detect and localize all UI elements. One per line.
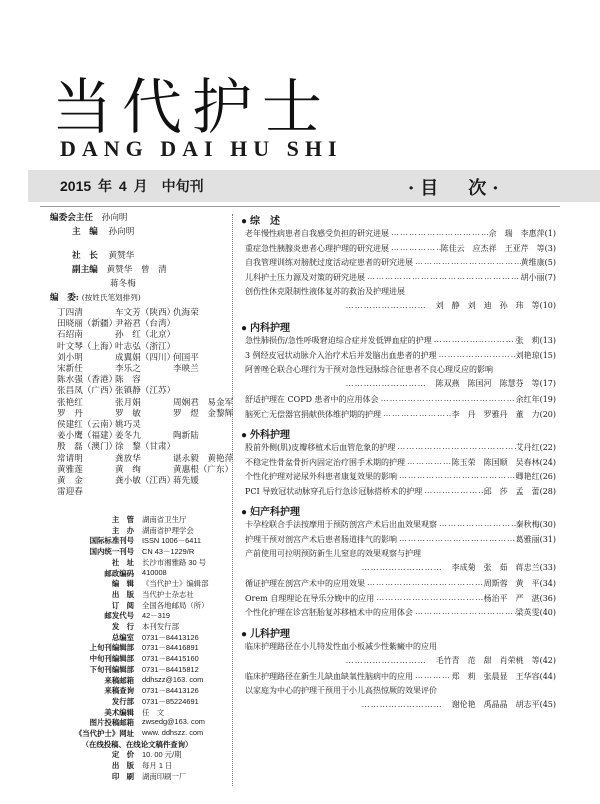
toc-article[interactable] <box>245 272 556 283</box>
dot-leader <box>389 228 489 239</box>
toc-article-authors: 刘 静 刘 迪 孙 玮 等(10) <box>435 301 556 310</box>
committee-member: 陈 容 <box>115 375 141 386</box>
toc-article[interactable] <box>245 471 556 482</box>
publication-value: 本刊发行部 <box>142 622 179 631</box>
publication-value: 湖南省卫生厅 <box>142 515 187 524</box>
publication-note: （在线投稿、在线论文稿件查询） <box>81 739 193 749</box>
dot-leader <box>413 257 521 268</box>
committee-member: 车文芳（陕西） <box>115 308 176 318</box>
toc-article-title[interactable]: 舒适护理在 COPD 患者中的应用体会 <box>245 395 379 404</box>
toc-article-authors: 陈玉荣 陈国顺 吴春林(24) <box>451 457 556 467</box>
committee-member: 姚巧灵 <box>115 420 141 430</box>
bullet-icon: ● <box>241 628 248 640</box>
dot-leader <box>381 409 452 420</box>
publication-value: 湖南印刷一厂 <box>142 771 187 781</box>
committee-header <box>50 294 141 303</box>
committee-member: 黄 金 <box>57 476 83 486</box>
committee-member: 叶文琴（上海） <box>57 341 118 352</box>
toc-article-authors: 陈佳云 应杰祥 王亚芹 等(3) <box>440 243 556 253</box>
toc-article-authors: 李成菊 张 茹 蒋忠兰(33) <box>451 563 556 572</box>
committee-note: (按姓氏笔划排列) <box>81 293 141 302</box>
toc-heading: ·目 次· <box>408 178 505 199</box>
toc-section-heading <box>241 503 300 518</box>
dot-leader <box>365 272 521 283</box>
toc-article[interactable] <box>245 257 556 268</box>
toc-article-title[interactable]: Orem 自理理论在导乐分娩中的应用 <box>245 593 375 603</box>
dot-leader <box>365 578 484 589</box>
committee-row <box>57 373 231 385</box>
toc-article-title[interactable]: 个性化护理在诊宫胚胎复苏移植术中的应用体会 <box>245 608 413 617</box>
bullet-icon: ● <box>241 507 248 518</box>
vice-editor-row-2: 蒋冬梅 <box>110 279 136 289</box>
committee-member: 尹裕君（台湾） <box>115 319 176 330</box>
toc-article-authors: 陈双燕 陈国河 陈慧芬 等(17) <box>435 379 556 388</box>
publication-value: 0731－84416891 <box>142 643 199 653</box>
dot-leader <box>389 243 441 254</box>
toc-section-heading <box>241 319 290 334</box>
committee-row <box>57 351 231 363</box>
dot-leader: ……………………… <box>345 379 436 388</box>
committee-member: 宋新任 <box>57 364 83 374</box>
committee-member: 田晓丽（新疆） <box>57 319 118 330</box>
dot-leader <box>413 671 452 682</box>
editor-name: 孙向明 <box>108 227 135 237</box>
committee-label: 编 委: <box>50 293 79 303</box>
toc-article-authors-row <box>362 699 556 710</box>
committee-row <box>57 407 234 419</box>
publication-label: 订 阅 <box>111 600 134 610</box>
toc-article-authors: 郑 莉 张晨显 王华容(44) <box>451 671 556 681</box>
committee-member: 张镇静（江苏） <box>115 386 176 397</box>
dot-leader: ……………………… <box>361 563 452 572</box>
president-name: 黄赞华 <box>108 251 135 261</box>
publication-label: 国内统一刊号 <box>89 547 134 557</box>
publication-value: CN 43－1229/R <box>142 547 195 557</box>
publication-label: 总编室 <box>111 632 134 642</box>
toc-article-title[interactable]: 脑死亡无偿器官捐献供体维护期的护理 <box>245 409 381 419</box>
committee-member: 雷迎春 <box>57 487 83 498</box>
toc-article[interactable] <box>245 593 556 604</box>
publication-label: 发 行 <box>111 622 134 631</box>
committee-row <box>57 418 231 430</box>
publication-value: ISSN 1006－6411 <box>142 536 202 546</box>
dot-leader <box>379 394 516 405</box>
toc-article-authors: 刘艳琼(15) <box>515 350 556 360</box>
committee-row <box>57 452 234 464</box>
toc-article-authors-row <box>346 378 556 389</box>
dot-leader <box>397 471 516 482</box>
committee-member: 仇海荣 <box>173 308 199 318</box>
committee-member: 李乐之 <box>115 364 141 374</box>
dot-leader: ……………………… <box>361 700 452 709</box>
committee-member: 龚放华 <box>115 453 141 464</box>
toc-article-title[interactable]: 阿普唑仑联合心理行为干预对急性冠脉综合征患者不良心理反应的影响 <box>245 365 493 374</box>
publication-label: 邮政编码 <box>104 568 134 578</box>
toc-article-title[interactable]: 临床护理路径在新生儿缺血缺氧性脑病中的应用 <box>245 671 413 681</box>
toc-article-authors: 谢伦艳 禹晶晶 胡志平(45) <box>451 700 556 709</box>
bullet-icon: ● <box>241 216 248 227</box>
toc-article-authors: 李 丹 罗雅丹 董 力(20) <box>451 409 556 419</box>
publication-label: 主 办 <box>111 525 134 535</box>
committee-row <box>57 306 231 318</box>
publication-value: 每月 1 日 <box>142 761 173 771</box>
toc-article-authors: 葛雅丽(31) <box>515 534 556 544</box>
dot-leader: ……………………… <box>345 301 436 310</box>
toc-article[interactable] <box>245 457 556 468</box>
committee-member: 侯建红（云南） <box>57 420 118 430</box>
publication-value: 全国各地邮局（所） <box>142 600 209 610</box>
toc-article-title[interactable]: 急性肺损伤/急性呼吸窘迫综合症并发低钾血症的护理 <box>245 336 432 345</box>
toc-article-title[interactable]: 自我管理训练对膀胱过度活动症患者的研究进展 <box>245 258 413 267</box>
toc-article[interactable] <box>245 442 556 453</box>
committee-member: 黄 绚 <box>115 464 141 475</box>
chief-editor-label: 编委会主任 <box>50 213 93 223</box>
toc-article-authors: 艾丹红(22) <box>515 443 556 452</box>
dot-leader <box>432 335 516 346</box>
dot-leader <box>405 457 452 468</box>
editor-label: 主 编 <box>72 227 98 237</box>
committee-row <box>57 328 231 340</box>
publication-value: 任 文 <box>142 707 165 717</box>
toc-article-authors-row <box>346 655 556 666</box>
publication-value: ddhszz@163. com <box>142 674 204 684</box>
toc-article-title[interactable]: 产前使用可拉明预防新生儿窒息的效果观察与护理 <box>245 549 421 558</box>
publication-label: 来稿查询 <box>104 686 134 696</box>
toc-article-authors: 黄维康(5) <box>520 258 556 267</box>
toc-article-authors: 张 莉(13) <box>515 336 556 345</box>
publication-label: 主 管 <box>111 515 134 524</box>
bullet-icon: ● <box>241 323 248 334</box>
column-divider <box>232 214 233 786</box>
toc-article-authors: 卿艳红(26) <box>515 472 556 481</box>
toc-section-title: 综 述 <box>250 216 281 227</box>
publication-value: www. ddhszz. com <box>142 728 204 737</box>
editor-row <box>72 228 134 237</box>
dot-leader <box>437 350 516 361</box>
toc-article-authors-row <box>346 300 556 311</box>
toc-article-title[interactable]: 循证护理在剖宫产术中的应用效果 <box>245 579 365 588</box>
header-divider <box>40 206 560 207</box>
publication-label: 定 价 <box>111 750 134 760</box>
publication-label: 美术编辑 <box>104 707 134 717</box>
publication-value: 0731－84413126 <box>142 686 199 696</box>
committee-member: 黄惠根（广东） <box>173 464 234 475</box>
dot-leader: ……………………… <box>345 655 436 665</box>
committee-member: 叶志弘（浙江） <box>115 341 176 352</box>
toc-article-authors: 梁英雯(40) <box>515 608 556 617</box>
committee-row <box>57 396 234 408</box>
publication-value: 410008 <box>142 567 167 577</box>
bullet-icon: ● <box>241 430 248 441</box>
committee-member: 谌永毅 黄艳萍 <box>173 453 234 464</box>
toc-article-title[interactable]: 3 例经皮冠状动脉介入治疗术后并发脑出血患者的护理 <box>245 350 437 360</box>
publication-label: 中旬刊编辑部 <box>89 654 134 664</box>
committee-member: 殷 磊（澳门） <box>57 442 118 453</box>
dot-leader <box>374 593 483 604</box>
dot-leader <box>422 486 483 497</box>
toc-article[interactable] <box>245 534 556 545</box>
committee-row <box>57 429 231 441</box>
publication-label: 上旬刊编辑部 <box>89 643 134 653</box>
committee-member: 张艳红 <box>57 397 83 408</box>
chief-editor-name: 孙向明 <box>101 213 128 223</box>
committee-member: 丁四清 <box>57 308 83 318</box>
committee-member: 姜冬九 <box>115 431 141 442</box>
publication-label: 《当代护士》网址 <box>74 729 134 738</box>
toc-article-authors: 周斯蓉 黄 平(34) <box>483 579 556 588</box>
committee-member: 何国平 <box>173 352 199 363</box>
dot-leader <box>395 442 515 453</box>
toc-article-authors: 毛竹青 范 甜 肖荣桃 等(42) <box>435 655 556 665</box>
president-label: 社 长 <box>72 251 98 261</box>
publication-label: 社 址 <box>111 557 134 567</box>
vice-editor-label: 副主编 <box>72 265 98 275</box>
publication-value: 0731－84415160 <box>142 654 199 664</box>
toc-section-title: 儿科护理 <box>250 628 291 640</box>
toc-article[interactable] <box>245 607 556 618</box>
toc-section-title: 外科护理 <box>250 430 291 441</box>
vice-editor-row <box>72 266 167 275</box>
toc-section-heading <box>241 625 290 640</box>
publication-label: 发行部 <box>111 696 134 706</box>
toc-article-title[interactable]: 老年慢性病患者自我感受负担的研究进展 <box>245 229 389 238</box>
publication-value: zwsedg@163. com <box>142 717 205 727</box>
toc-section-title: 妇产科护理 <box>250 507 301 518</box>
toc-article-title[interactable]: PCI 导致冠状动脉穿孔后行急诊冠脉搭桥术的护理 <box>245 486 423 496</box>
committee-member: 罗 丹 <box>57 408 83 419</box>
toc-article-authors: 胡小丽(7) <box>520 272 556 282</box>
toc-article-title[interactable]: 儿科护士压力源及对策的研究进展 <box>245 272 365 282</box>
toc-article[interactable] <box>245 335 556 346</box>
publication-value: 长沙市湘雅路 30 号 <box>142 557 207 567</box>
toc-article-title[interactable]: 护理干预对剖宫产术后患者肠道排气的影响 <box>245 534 397 544</box>
publication-value: 0731－85224691 <box>142 696 199 706</box>
publication-value: 0731－84413126 <box>142 632 199 642</box>
toc-article[interactable] <box>245 409 556 420</box>
toc-article-title[interactable]: 重症急性胰腺炎患者心理护理的研究进展 <box>245 243 389 253</box>
president-row <box>72 252 134 261</box>
committee-member: 刘小明 <box>57 352 83 363</box>
toc-article-authors: 杨治平 严 湛(36) <box>483 593 556 603</box>
toc-article[interactable] <box>245 486 556 497</box>
publication-label: 下旬刊编辑部 <box>89 664 134 674</box>
toc-article[interactable] <box>245 519 556 530</box>
toc-article-title[interactable]: 创伤性休克限制性液体复苏的救治及护理进展 <box>245 287 405 296</box>
toc-article-title[interactable]: 个性化护理对泌尿外科患者康复效果的影响 <box>245 472 397 481</box>
publication-label: 印 刷 <box>111 771 134 781</box>
dot-leader <box>413 607 516 618</box>
committee-member: 张昌凤（广西） <box>57 386 118 397</box>
toc-article[interactable] <box>245 228 556 239</box>
toc-article-title[interactable]: 临床护理路径在小儿特发性血小板减少性紫癜中的应用 <box>245 641 437 651</box>
publication-label: 出 版 <box>111 761 134 771</box>
toc-article[interactable] <box>245 243 556 254</box>
committee-row <box>57 384 231 396</box>
committee-member: 常请明 <box>57 453 83 464</box>
committee-row <box>57 463 234 475</box>
toc-article-authors: 佘 瑞 李惠萍(1) <box>488 229 556 238</box>
toc-article-title[interactable]: 卡孕栓联合手法按摩用于预防剖宫产术后出血效果观察 <box>245 520 437 529</box>
toc-article-title[interactable]: 不稳定性骨盆骨折内固定治疗围手术期的护理 <box>245 457 405 467</box>
committee-member: 李映兰 <box>173 364 199 374</box>
toc-section-title: 内科护理 <box>250 323 291 334</box>
committee-member: 龚小敏（江西） <box>115 476 176 486</box>
committee-row <box>57 340 231 352</box>
publication-label: 编 辑 <box>111 579 134 589</box>
toc-section-heading <box>241 212 280 227</box>
toc-article[interactable] <box>245 671 556 682</box>
publication-label: 出 版 <box>111 589 134 599</box>
toc-article[interactable] <box>245 350 556 361</box>
toc-article-title[interactable]: 股前外侧(肌)皮瓣移植术后血管危象的护理 <box>245 443 396 452</box>
dot-leader <box>397 534 516 545</box>
publication-label: 图片投稿邮箱 <box>89 718 134 728</box>
committee-member: 周娴君 易金军 <box>173 397 234 408</box>
chief-editor-row <box>50 214 128 223</box>
publication-value: 0731－84415812 <box>142 664 199 674</box>
committee-member: 罗 煜 金黎辉 <box>173 408 234 419</box>
publication-label: 国际标准刊号 <box>89 536 134 546</box>
toc-article-authors: 邱 莎 孟 蕾(28) <box>483 486 556 496</box>
publication-label: 邮发代号 <box>104 611 134 621</box>
toc-article-authors-row <box>362 562 556 573</box>
committee-member: 孙 红（北京） <box>115 330 176 341</box>
committee-member: 陶新陆 <box>173 431 199 442</box>
committee-member: 罗 敏 <box>115 408 141 419</box>
publication-value: 当代护士杂志社 <box>142 589 194 599</box>
toc-article[interactable] <box>245 578 556 589</box>
committee-row <box>57 485 231 497</box>
committee-member: 姜小鹰（福建） <box>57 431 118 442</box>
toc-article-authors: 秦秋梅(30) <box>515 520 556 529</box>
publication-value: 《当代护士》编辑部 <box>142 579 209 589</box>
committee-member: 成翼娟（四川） <box>115 352 176 363</box>
committee-row <box>57 474 231 486</box>
publication-label: 来稿邮箱 <box>104 675 134 685</box>
toc-article[interactable] <box>245 394 556 405</box>
publication-value: 42－319 <box>142 611 170 621</box>
committee-member: 蒋先媛 <box>173 476 199 486</box>
toc-section-heading <box>241 426 290 441</box>
vice-editor-names: 黄赞华 曾 清 <box>106 265 167 275</box>
dot-leader <box>437 519 516 530</box>
toc-article-authors: 余红年(19) <box>515 395 556 404</box>
toc-article-title[interactable]: 以家庭为中心的护理干预用于小儿高热惊厥的效果评价 <box>245 686 437 695</box>
committee-member: 张月娟 <box>115 397 141 408</box>
committee-member: 徐 黎（甘肃） <box>115 442 176 453</box>
committee-member: 陈水强（香港） <box>57 375 118 386</box>
publication-value: 湖南省护理学会 <box>142 525 194 535</box>
committee-member: 石绍南 <box>57 330 83 341</box>
committee-row <box>57 317 231 329</box>
publication-value: 10. 00 元/期 <box>142 750 182 760</box>
committee-row <box>57 362 231 374</box>
committee-row <box>57 440 231 452</box>
journal-title: 当代护士 <box>52 73 332 143</box>
journal-title-pinyin: DANG DAI HU SHI <box>60 136 343 161</box>
committee-member: 黄雅莲 <box>57 464 83 475</box>
issue-date: 2015 年 4 月 中旬刊 <box>60 178 204 194</box>
